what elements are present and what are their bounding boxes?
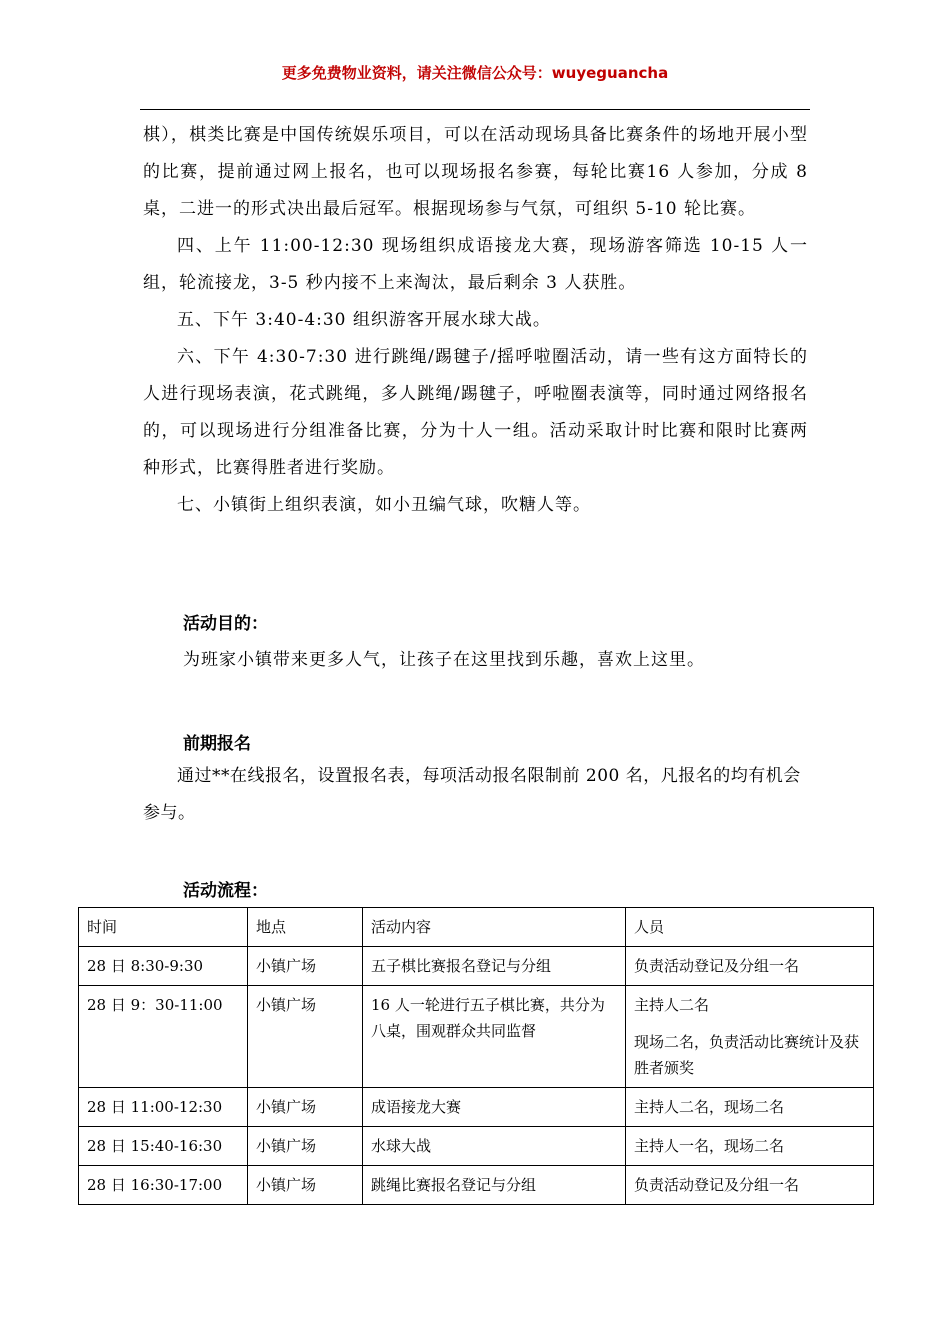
- header-time: 时间: [79, 908, 248, 947]
- cell-time: 28 日 9：30-11:00: [79, 986, 248, 1088]
- cell-content: 跳绳比赛报名登记与分组: [363, 1166, 626, 1205]
- cell-place: 小镇广场: [248, 986, 363, 1088]
- cell-staff: 负责活动登记及分组一名: [626, 1166, 874, 1205]
- activity-flow-table: [78, 907, 874, 1205]
- table-header-row: [79, 908, 874, 947]
- paragraph-rope-skipping: 六、下午 4:30-7:30 进行跳绳/踢毽子/摇呼啦圈活动，请一些有这方面特长的人进行现场表演，花式跳绳，多人跳绳/踢毽子，呼啦圈表演等，同时通过网络报名的，可以现场进行分组准备比赛，分为十人一组。活动采取计时比赛和限时比赛两种形式，比赛得胜者进行奖励。: [143, 347, 808, 478]
- paragraph-water-balloon: 五、下午 3:40-4:30 组织游客开展水球大战。: [177, 310, 551, 330]
- staff-line: 主持人二名: [634, 996, 710, 1014]
- table-row: [79, 947, 874, 986]
- table-row: [79, 986, 874, 1088]
- cell-content: 水球大战: [363, 1127, 626, 1166]
- paragraph-idiom-relay: 四、上午 11:00-12:30 现场组织成语接龙大赛，现场游客筛选 10-15 人一组，轮流接龙，3-5 秒内接不上来淘汰，最后剩余 3 人获胜。: [143, 236, 808, 293]
- cell-time: 28 日 16:30-17:00: [79, 1166, 248, 1205]
- header-place: 地点: [248, 908, 363, 947]
- activity-description: [143, 117, 808, 524]
- cell-content: 成语接龙大赛: [363, 1088, 626, 1127]
- cell-staff: [626, 986, 874, 1088]
- signup-heading: 前期报名: [183, 734, 251, 754]
- cell-place: 小镇广场: [248, 1166, 363, 1205]
- table-row: [79, 1127, 874, 1166]
- page-header-banner: 更多免费物业资料，请关注微信公众号：wuyeguancha: [281, 64, 669, 82]
- staff-line: 现场二名，负责活动比赛统计及获胜者颁奖: [634, 1033, 860, 1077]
- purpose-heading: 活动目的：: [183, 614, 268, 634]
- flow-heading: 活动流程：: [183, 881, 268, 901]
- table-row: [79, 1088, 874, 1127]
- cell-time: 28 日 8:30-9:30: [79, 947, 248, 986]
- header-divider: [140, 109, 810, 110]
- paragraph-street-performance: 七、小镇街上组织表演，如小丑编气球，吹糖人等。: [177, 495, 591, 515]
- cell-staff: 负责活动登记及分组一名: [626, 947, 874, 986]
- cell-place: 小镇广场: [248, 947, 363, 986]
- table-row: [79, 1166, 874, 1205]
- header-staff: 人员: [626, 908, 874, 947]
- header-content: 活动内容: [363, 908, 626, 947]
- signup-paragraph: 通过**在线报名，设置报名表，每项活动报名限制前 200 名，凡报名的均有机会参与。: [143, 766, 801, 823]
- cell-place: 小镇广场: [248, 1088, 363, 1127]
- cell-time: 28 日 11:00-12:30: [79, 1088, 248, 1127]
- cell-place: 小镇广场: [248, 1127, 363, 1166]
- purpose-text: 为班家小镇带来更多人气，让孩子在这里找到乐趣，喜欢上这里。: [183, 650, 705, 670]
- cell-staff: 主持人二名，现场二名: [626, 1088, 874, 1127]
- cell-content: 16 人一轮进行五子棋比赛，共分为八桌，围观群众共同监督: [363, 986, 626, 1088]
- cell-time: 28 日 15:40-16:30: [79, 1127, 248, 1166]
- paragraph-chess-competition: 棋），棋类比赛是中国传统娱乐项目，可以在活动现场具备比赛条件的场地开展小型的比赛，提前通过网上报名，也可以现场报名参赛，每轮比赛16 人参加，分成 8 桌，二进一的形式决出最后冠军。根据现场参与气氛，可组织 5-10 轮比赛。: [143, 125, 808, 219]
- cell-staff: 主持人一名，现场二名: [626, 1127, 874, 1166]
- signup-text: [143, 758, 808, 832]
- cell-content: 五子棋比赛报名登记与分组: [363, 947, 626, 986]
